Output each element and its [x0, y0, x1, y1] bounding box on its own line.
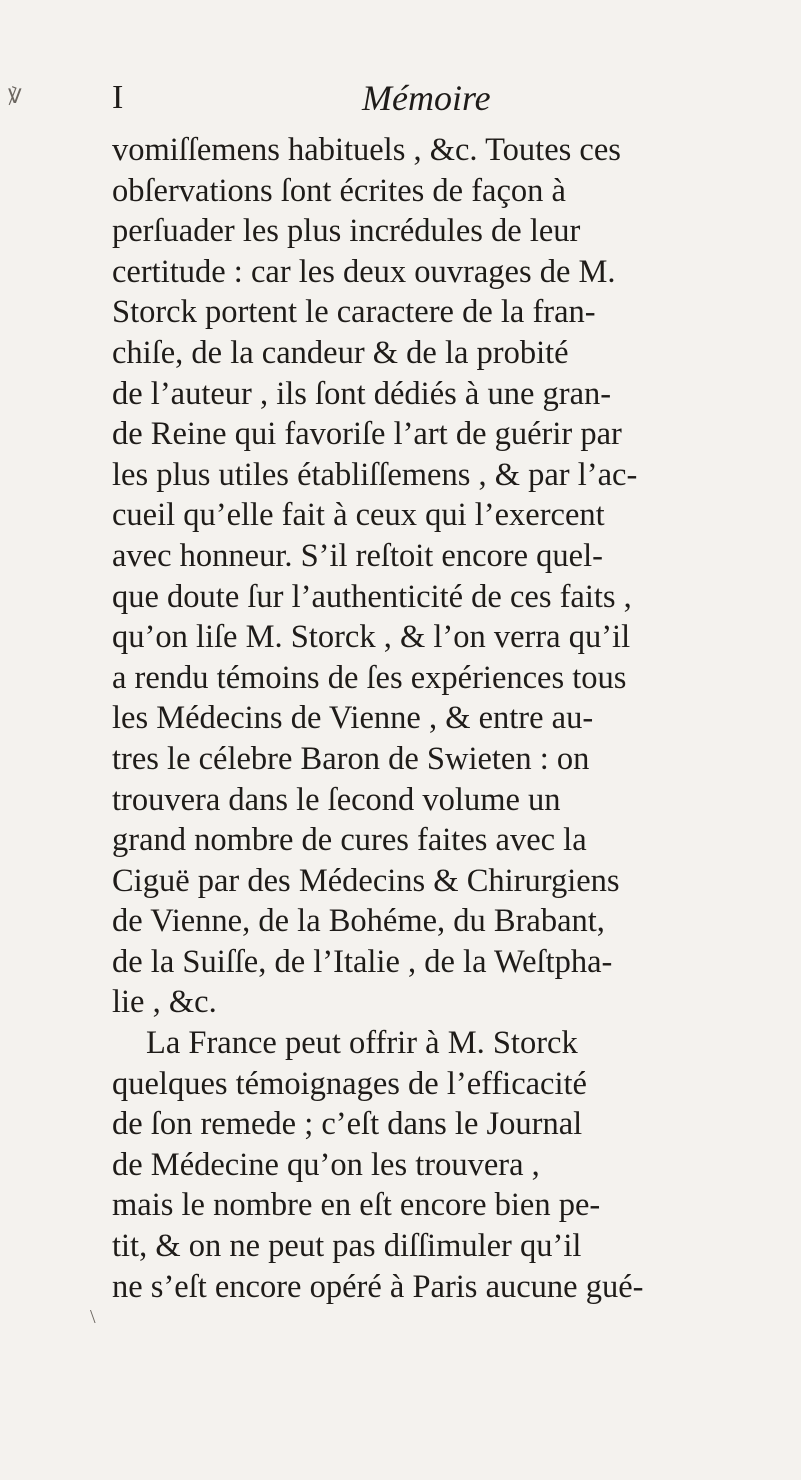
text-line: ne s’eſt encore opéré à Paris aucune gué-	[112, 1268, 644, 1305]
text-line: mais le nombre en eſt encore bien pe-	[112, 1187, 601, 1224]
running-title: Mémoire	[362, 78, 491, 118]
text-line: de Vienne, de la Bohéme, du Brabant,	[112, 903, 605, 940]
folio-number: I	[112, 79, 124, 116]
paragraph-start-line: La France peut offrir à M. Storck	[146, 1025, 578, 1062]
text-line: les Médecins de Vienne , & entre au-	[112, 700, 594, 737]
text-line: de l’auteur , ils ſont dédiés à une gran-	[112, 375, 612, 412]
text-line: vomiſſemens habituels , &c. Toutes ces	[112, 132, 621, 168]
text-line: tit, & on ne peut pas diſſimuler qu’il	[112, 1228, 582, 1265]
text-line: de la Suiſſe, de l’Italie , de la Weſtpha-	[112, 943, 613, 980]
text-line: obſervations ſont écrites de façon à	[112, 172, 566, 209]
text-line: chiſe, de la candeur & de la probité	[112, 334, 569, 371]
text-line: perſuader les plus incrédules de leur	[112, 213, 581, 250]
margin-pencil-mark: ℣	[8, 86, 22, 108]
margin-slash-mark: \	[90, 1306, 96, 1328]
text-line: avec honneur. S’il reſtoit encore quel-	[112, 537, 603, 574]
text-line: lie , &c.	[112, 984, 217, 1021]
text-line: cueil qu’elle fait à ceux qui l’exercent	[112, 497, 605, 534]
text-line: qu’on liſe M. Storck , & l’on verra qu’il	[112, 619, 631, 656]
text-line: certitude : car les deux ouvrages de M.	[112, 253, 616, 290]
text-line: de ſon remede ; c’eſt dans le Journal	[112, 1106, 583, 1143]
text-line: les plus utiles établiſſemens , & par l’ac-	[112, 456, 638, 493]
text-line: quelques témoignages de l’efficacité	[112, 1065, 587, 1102]
text-line: trouvera dans le ſecond volume un	[112, 781, 561, 818]
text-line: Ciguë par des Médecins & Chirurgiens	[112, 862, 620, 899]
text-line: grand nombre de cures faites avec la	[112, 822, 587, 859]
text-line: de Reine qui favoriſe l’art de guérir par	[112, 416, 622, 453]
text-line: que doute ſur l’authenticité de ces faits ,	[112, 578, 632, 615]
page-header	[112, 78, 752, 128]
text-line: Storck portent le caractere de la fran-	[112, 294, 596, 331]
text-line: de Médecine qu’on les trouvera ,	[112, 1146, 540, 1183]
body-text	[112, 130, 772, 1307]
text-line: a rendu témoins de ſes expériences tous	[112, 659, 627, 696]
text-line: tres le célebre Baron de Swieten : on	[112, 740, 590, 777]
